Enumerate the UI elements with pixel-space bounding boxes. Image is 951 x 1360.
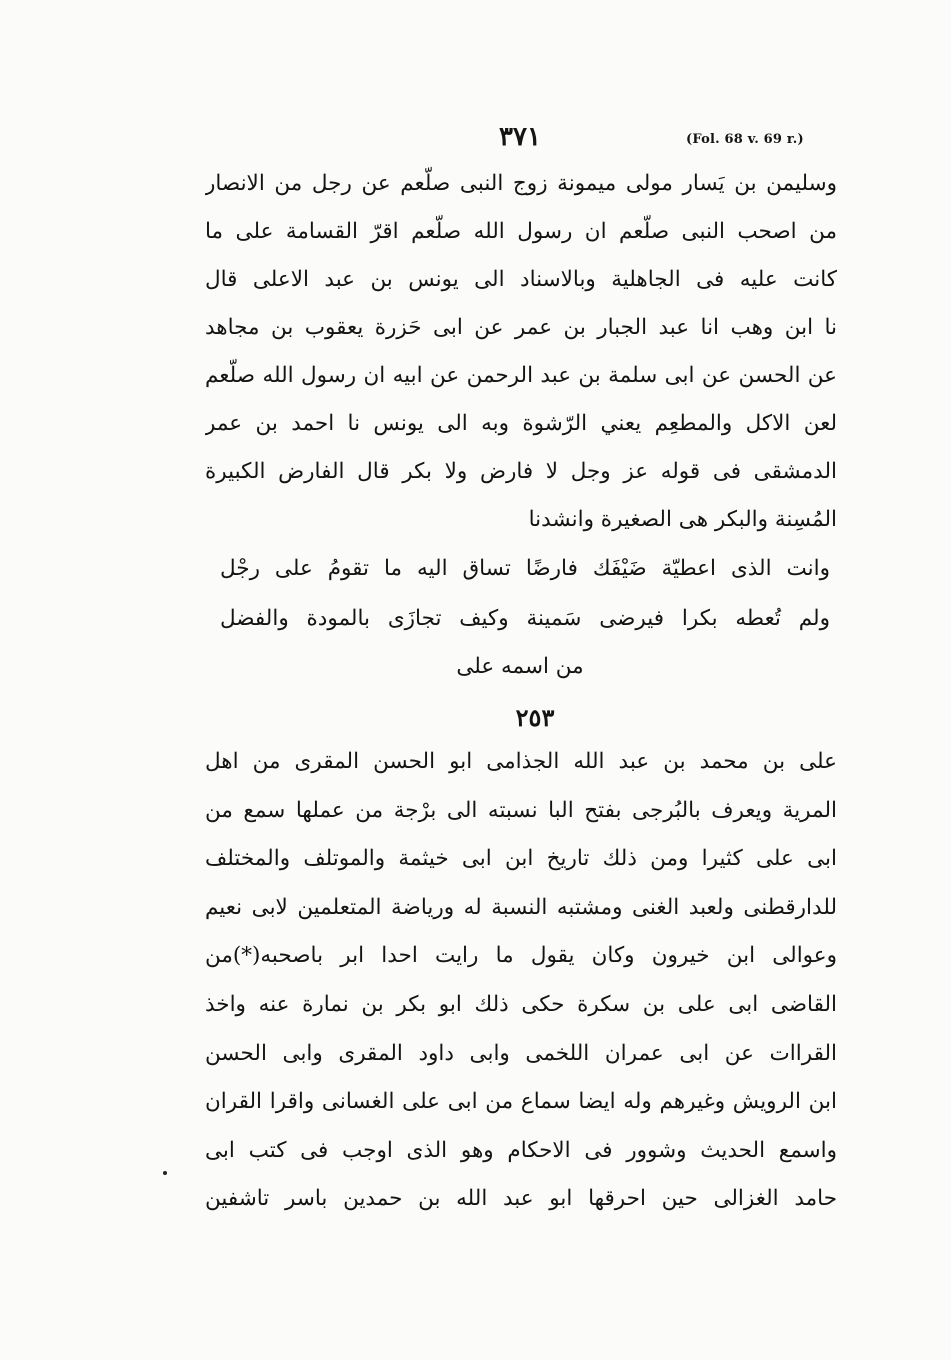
text-line: على بن محمد بن عبد الله الجذامى ابو الحسن المقرى من اهل <box>205 749 837 774</box>
text-line: وسليمن بن يَسار مولى ميمونة زوج النبى صلّعم عن رجل من الانصار <box>205 171 837 196</box>
text-line: من اصحب النبى صلّعم ان رسول الله صلّعم اقرّ القسامة على ما <box>205 219 837 244</box>
folio-reference: (Fol. 68 v. 69 r.) <box>686 132 804 147</box>
text-line: عن الحسن عن ابى سلمة بن عبد الرحمن عن ابيه ان رسول الله صلّعم <box>205 363 837 388</box>
text-line: ابن الرويش وغيرهم وله ايضا سماع من ابى على الغسانى واقرا القران <box>205 1089 837 1115</box>
text-line: وعوالى ابن خيرون وكان يقول ما رايت احدا ابر باصحبه(*)من <box>205 943 837 969</box>
text-line: نا ابن وهب انا عبد الجبار بن عمر عن ابى حَزرة يعقوب بن مجاهد <box>205 315 837 340</box>
verse-line: ولم تُعطه بكرا فيرضى سَمينة وكيف تجازَى بالمودة والفضل <box>220 606 830 631</box>
verse-line: وانت الذى اعطيّة ضَيْفَك فارضًا تساق اليه ما تقومُ على رجْل <box>220 556 830 581</box>
verse <box>220 544 830 644</box>
page-number: ٣٧١ <box>499 122 541 152</box>
text-line: واسمع الحديث وشوور فى الاحكام وهو الذى اوجب فى كتب ابى <box>205 1137 837 1163</box>
text-line: كانت عليه فى الجاهلية وبالاسناد الى يونس بن عبد الاعلى قال <box>205 267 837 292</box>
text-line: المُسِنة والبكر هى الصغيرة وانشدنا <box>528 507 837 532</box>
section-heading: من اسمه على <box>456 654 584 679</box>
text-line: المرية ويعرف بالبُرجى بفتح البا نسبته الى برْجة من عملها سمع من <box>205 797 837 823</box>
text-line: القاضى ابى على بن سكرة حكى ذلك ابو بكر بن نمارة عنه واخذ <box>205 991 837 1017</box>
paragraph-2 <box>205 738 837 1224</box>
text-line: حامد الغزالى حين احرقها ابو عبد الله بن حمدين باسر تاشفين <box>205 1186 837 1212</box>
paragraph-1 <box>205 160 837 544</box>
entry-number: ٢٥٣ <box>515 703 555 732</box>
ink-speck <box>163 1171 167 1175</box>
text-line: للدارقطنى ولعبد الغنى ومشتبه النسبة له ورياضة المتعلمين لابى نعيم <box>205 894 837 920</box>
text-line: ابى على كثيرا ومن ذلك تاريخ ابن ابى خيثمة والموتلف والمختلف <box>205 846 837 872</box>
text-line: القراات عن ابى عمران اللخمى وابى داود المقرى وابى الحسن <box>205 1040 837 1066</box>
text-line: لعن الاكل والمطعِم يعني الرّشوة وبه الى يونس نا احمد بن عمر <box>205 411 837 436</box>
text-line: الدمشقى فى قوله عز وجل لا فارض ولا بكر قال الفارض الكبيرة <box>205 459 837 484</box>
